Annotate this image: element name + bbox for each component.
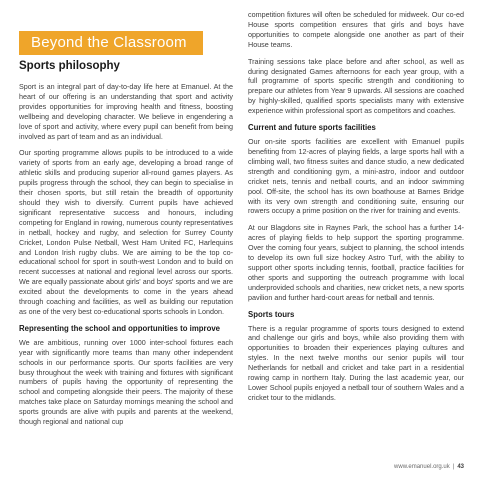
- paragraph: There is a regular programme of sports tours designed to extend and challenge our girls and boys, while also providing them with opportunities to broaden their experiences playing cultures and styles. In the next twelve months our senior pupils will tour Netherlands for netball and cricket and take part in a residential rowing camp in northern Italy. During the last academic year, our Lower School pupils enjoyed a netball tour of southern Wales and a cricket tour to the midlands.: [248, 323, 464, 402]
- paragraph: Our on-site sports facilities are excellent with Emanuel pupils benefiting from 12-acres of playing fields, a large sports hall with a climbing wall, two fitness suites and dance studio, a new dedicated strength and conditioning gym, a mini-astro, indoor and outdoor cricket nets, tennis and netball courts, and an indoor swimming pool. Off-site, the school has its own boathouse at Barnes Bridge with its very own strength and conditioning suite, ensuring our rowers occupy a prime position on the river for training and events.: [248, 137, 464, 216]
- paragraph: competition fixtures will often be scheduled for midweek. Our co-ed House sports competition ensures that girls and boys have opportunities to compete alongside one another as part of their House teams.: [248, 10, 464, 49]
- paragraph: We are ambitious, running over 1000 inter-school fixtures each year with significantly more teams than many other independent schools in our performance sports. Our sports facilities are very busy throughout the week with training and fixtures with significant numbers of pupils having the opportunity of representing the school and competing alongside their peers. The majority of these matches take place on Saturday mornings meaning the school and sports grounds are alive with pupils and parents at the weekend, though regional and national cup: [19, 337, 233, 427]
- left-column: [19, 82, 233, 434]
- page-footer: [394, 463, 464, 471]
- banner-title: Beyond the Classroom: [19, 31, 203, 55]
- page-number: 43: [457, 464, 464, 470]
- paragraph: Training sessions take place before and after school, as well as during designated Games afternoons for each year group, with a full programme of sports specific strength and conditioning to prepare our athletes from Year 9 upwards. All sessions are coached by highly-skilled, qualified sports specialists many with extensive experience within professional sport as competitors and coaches.: [248, 56, 464, 116]
- footer-url[interactable]: www.emanuel.org.uk: [394, 464, 450, 470]
- paragraph: Sport is an integral part of day-to-day life here at Emanuel. At the heart of our offering is an understanding that sport and activity provides opportunities for improving health and fitness, boosting wellbeing and developing character. We believe in engendering a love of sport and activity, where every pupil can benefit from being involved as part of team and as an individual.: [19, 82, 233, 141]
- footer-separator: |: [452, 464, 455, 470]
- paragraph: At our Blagdons site in Raynes Park, the school has a further 14-acres of playing fields to help support the sporting programme. Over the coming four years, subject to planning, the school intends to develop its own full size hockey Astro Turf, with the ability to support other sports including tennis, football, practice facilities for other sports and supporting the outreach programme with local underprovided schools and charities, new cricket nets, a new sports pavilion and further hard-court areas for netball and tennis.: [248, 223, 464, 302]
- section-title: Sports philosophy: [19, 60, 120, 72]
- right-column: [248, 10, 464, 410]
- subheading-facilities: Current and future sports facilities: [248, 123, 376, 133]
- paragraph: Our sporting programme allows pupils to be introduced to a wide variety of sports from an early age, developing a broad range of athletic skills and producing superior all-round games players. As pupils progress through the school, they can begin to specialise in their chosen sports, but still retain the breadth of opportunity should they wish to diversify. Current pupils have achieved significant representative success and honours, including competing for England in rowing, numerous county representatives in netball, hockey and rugby, and selection for Surrey County Cricket, London Pulse Netball, West Ham United FC, Harlequins and London Irish rugby clubs. We are aiming to be the top co-educational school for sport in south-west London and to build on recent successes at national and regional level across our sports. We are equally passionate about girls' and boys' sports and we are excited about the developments to come in the years ahead through coaching and facilities, as well as building our reputation as one of the very best co-educational sports schools in London.: [19, 148, 233, 316]
- subheading-sports-tours: Sports tours: [248, 309, 295, 319]
- subheading-representing: Representing the school and opportunities to improve: [19, 323, 221, 333]
